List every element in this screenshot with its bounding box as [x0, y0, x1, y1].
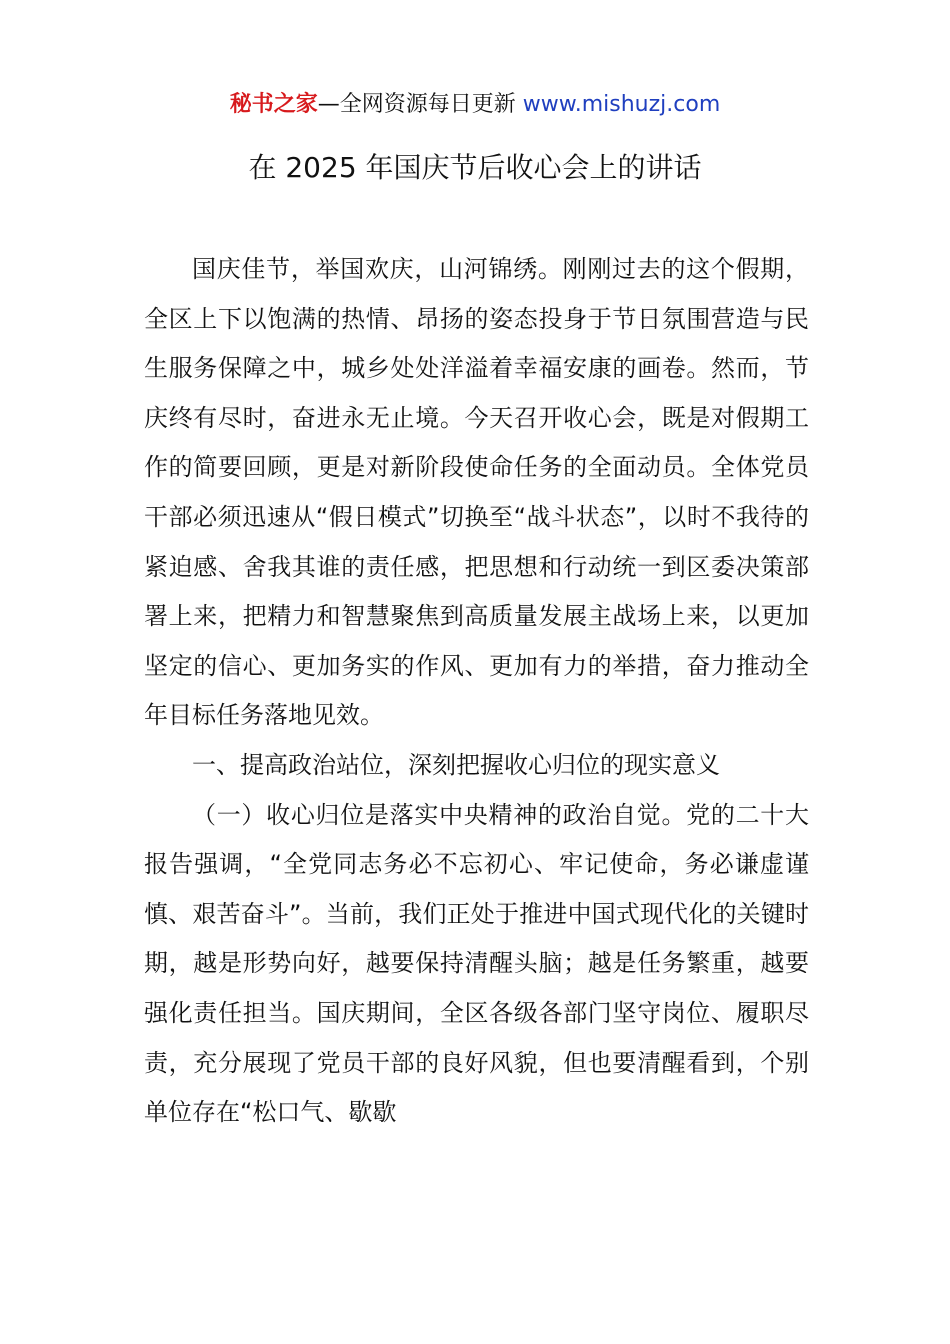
document-body — [144, 245, 809, 1138]
section-heading-1: 一、提高政治站位，深刻把握收心归位的现实意义 — [192, 750, 720, 779]
site-url-link[interactable]: www.mishuzj.com — [522, 92, 721, 117]
subsection-paragraph-1: （一）收心归位是落实中央精神的政治自觉。党的二十大报告强调，“全党同志务必不忘初心、牢记使命，务必谦虚谨慎、艰苦奋斗”。当前，我们正处于推进中国式现代化的关键时期，越是形势向好，越要保持清醒头脑；越是任务繁重，越要强化责任担当。国庆期间，全区各级各部门坚守岗位、履职尽责，充分展现了党员干部的良好风貌，但也要清醒看到，个别单位存在“松口气、歇歇 — [144, 800, 809, 1127]
site-brand: 秘书之家 — [229, 92, 318, 117]
site-header — [0, 88, 950, 122]
document-title: 在 2025 年国庆节后收心会上的讲话 — [248, 151, 702, 184]
site-tagline: —全网资源每日更新 — [317, 92, 523, 117]
intro-paragraph: 国庆佳节，举国欢庆，山河锦绣。刚刚过去的这个假期，全区上下以饱满的热情、昂扬的姿态投身于节日氛围营造与民生服务保障之中，城乡处处洋溢着幸福安康的画卷。然而，节庆终有尽时，奋进永无止境。今天召开收心会，既是对假期工作的简要回顾，更是对新阶段使命任务的全面动员。全体党员干部必须迅速从“假日模式”切换至“战斗状态”，以时不我待的紧迫感、舍我其谁的责任感，把思想和行动统一到区委决策部署上来，把精力和智慧聚焦到高质量发展主战场上来，以更加坚定的信心、更加务实的作风、更加有力的举措，奋力推动全年目标任务落地见效。 — [144, 255, 809, 730]
